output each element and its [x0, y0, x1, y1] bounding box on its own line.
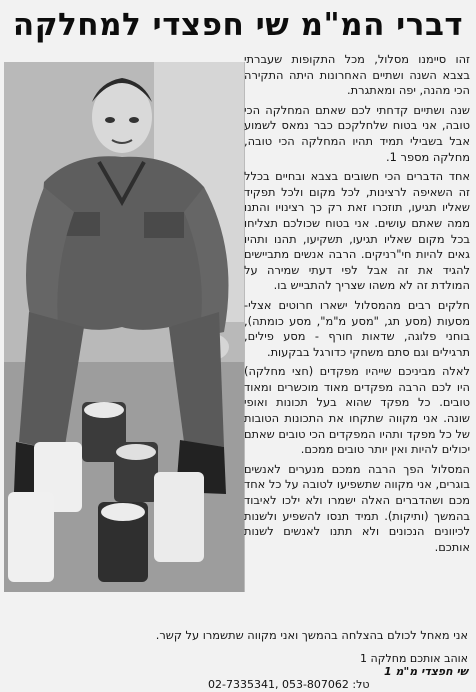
signature-name: שי חפצדי מ"מ 1 [384, 665, 468, 678]
page-title: דברי המ"מ שי חפצדי למחלקה [12, 7, 464, 43]
closing-line: אני מאחל לכולם בהצלחה בהמשך ואני מקווה שתשמרו על קשר. [155, 628, 468, 642]
signature-phone: טל: 053-807062 ,02-7335341 [208, 678, 370, 691]
article-paragraph: חלקים רבים מהמסלול ישארו חרוטים אצלי- מסעות (מסע תג, "מסע מ"מ", מסע כומתה), בוחני פלוגה, שדאות חורף - מסע פילים, תרגילים וגם סתם משחקי כדורגל בבקעות. [244, 297, 470, 359]
article-paragraph: שנה ושתיים קדחתי לכם שאתם המחלקה הכי טובה, אני בטוח שלחלקכם כבר נמאס לשמוע אבל בשבילי תמיד תהיו המחלקה הכי טובה, מחלקה מספר 1. [244, 102, 470, 164]
soldier-photo [4, 62, 245, 592]
article-paragraph: המסלול הפך הרבה ממכם מנערים לאנשים בוגרים, אני מקווה שתשפיעו לטובה על כל אחד מכם ושהדברים האלה ישמרו ולא ילכו לאיבוד בהמשך (ותיקות). תמיד תנסו להשפיע ולשנות לכיוונים הנכונים ולא תתנו לאנשים לשנות אותכם. [244, 461, 470, 554]
article-paragraph: לאלה מביניכם שייהיו מפקדים (חצי מחלקה) היו לכם הרבה מפקדים מאוד מוכשרים ומאוד טובים. כל מפקד שהוא בעל תכונות ואופי שונה. אני מקווה שתקחו את התכונות הטובות של כל מפקד ותהיו המפקדים הכי טובים שאתם יכולים להיות ואין יותר טובים ממכם. [244, 364, 470, 457]
article-body [244, 52, 472, 626]
soldier-photo-icon [4, 62, 244, 592]
signature-line-1: אוהב אותכם מחלקה 1 [360, 652, 468, 665]
article-paragraph: אחד הדברים הכי חשובים בצבא ובחיים בכלל זה השאיפה לרצינות, לכל מקום ולכל תפקיד שאליו תגיעו, תוזכרו זאת רק כך רצינויו והתנו ממה שאתם עושים. אני בטוח שכולכם תצליחו בכל מקום שאליו תגיעו, תשקיעו, תהנו ותהיו גאים להיות חי"רניקים. הרבה אנשים מתביישים להגיד את זה אבל לפי דעתי שמירה על המולדת זה לא משהו שצריך להתבייש בו. [244, 169, 470, 293]
article-paragraph: זהו סיימנו מסלול, מכל התקופות שעברתי בצבא השנה ושתיים האחרונות היתה התקירה הכי מהנה, יפה ומאתגרת. [244, 52, 470, 98]
signature-block [208, 652, 468, 691]
